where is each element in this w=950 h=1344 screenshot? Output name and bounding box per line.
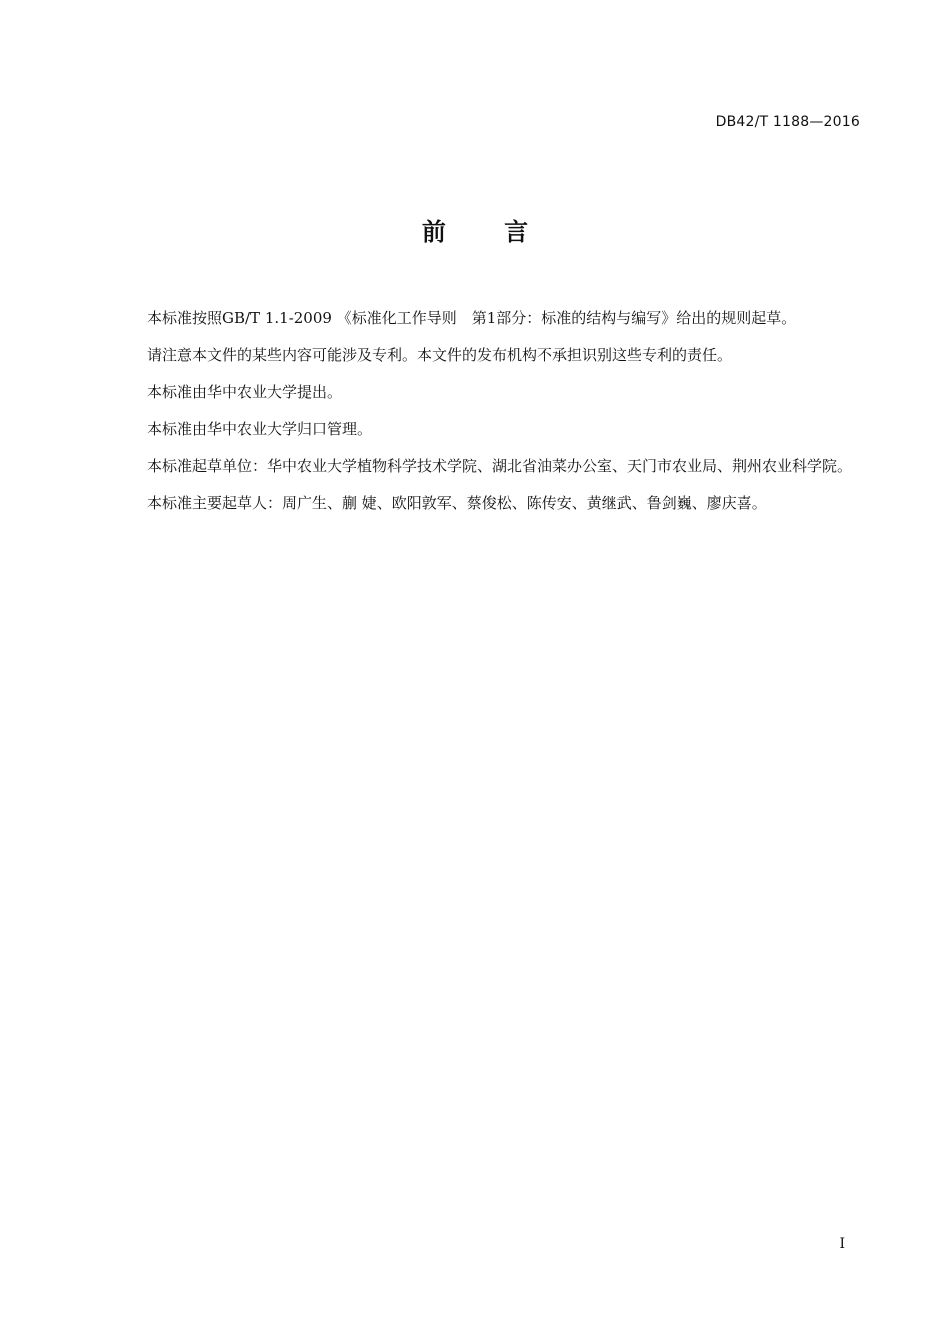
paragraph-drafting-rules: 本标准按照GB/T 1.1-2009 《标准化工作导则 第1部分：标准的结构与编写》给出的规则起草。 — [147, 309, 797, 327]
page-number: I — [839, 1236, 845, 1252]
body-text — [113, 300, 861, 522]
document-code: DB42/T 1188—2016 — [715, 114, 860, 130]
paragraph-drafting-units: 本标准起草单位：华中农业大学植物科学技术学院、湖北省油菜办公室、天门市农业局、荆州农业科学院。 — [147, 457, 853, 475]
paragraph-proposer: 本标准由华中农业大学提出。 — [147, 383, 343, 401]
paragraph-drafters: 本标准主要起草人：周广生、蒯 婕、欧阳敦军、蔡俊松、陈传安、黄继武、鲁剑巍、廖庆喜。 — [147, 494, 767, 512]
paragraph-patent-notice: 请注意本文件的某些内容可能涉及专利。本文件的发布机构不承担识别这些专利的责任。 — [147, 346, 733, 364]
paragraph-management: 本标准由华中农业大学归口管理。 — [147, 420, 373, 438]
page-title: 前 言 — [421, 218, 529, 246]
